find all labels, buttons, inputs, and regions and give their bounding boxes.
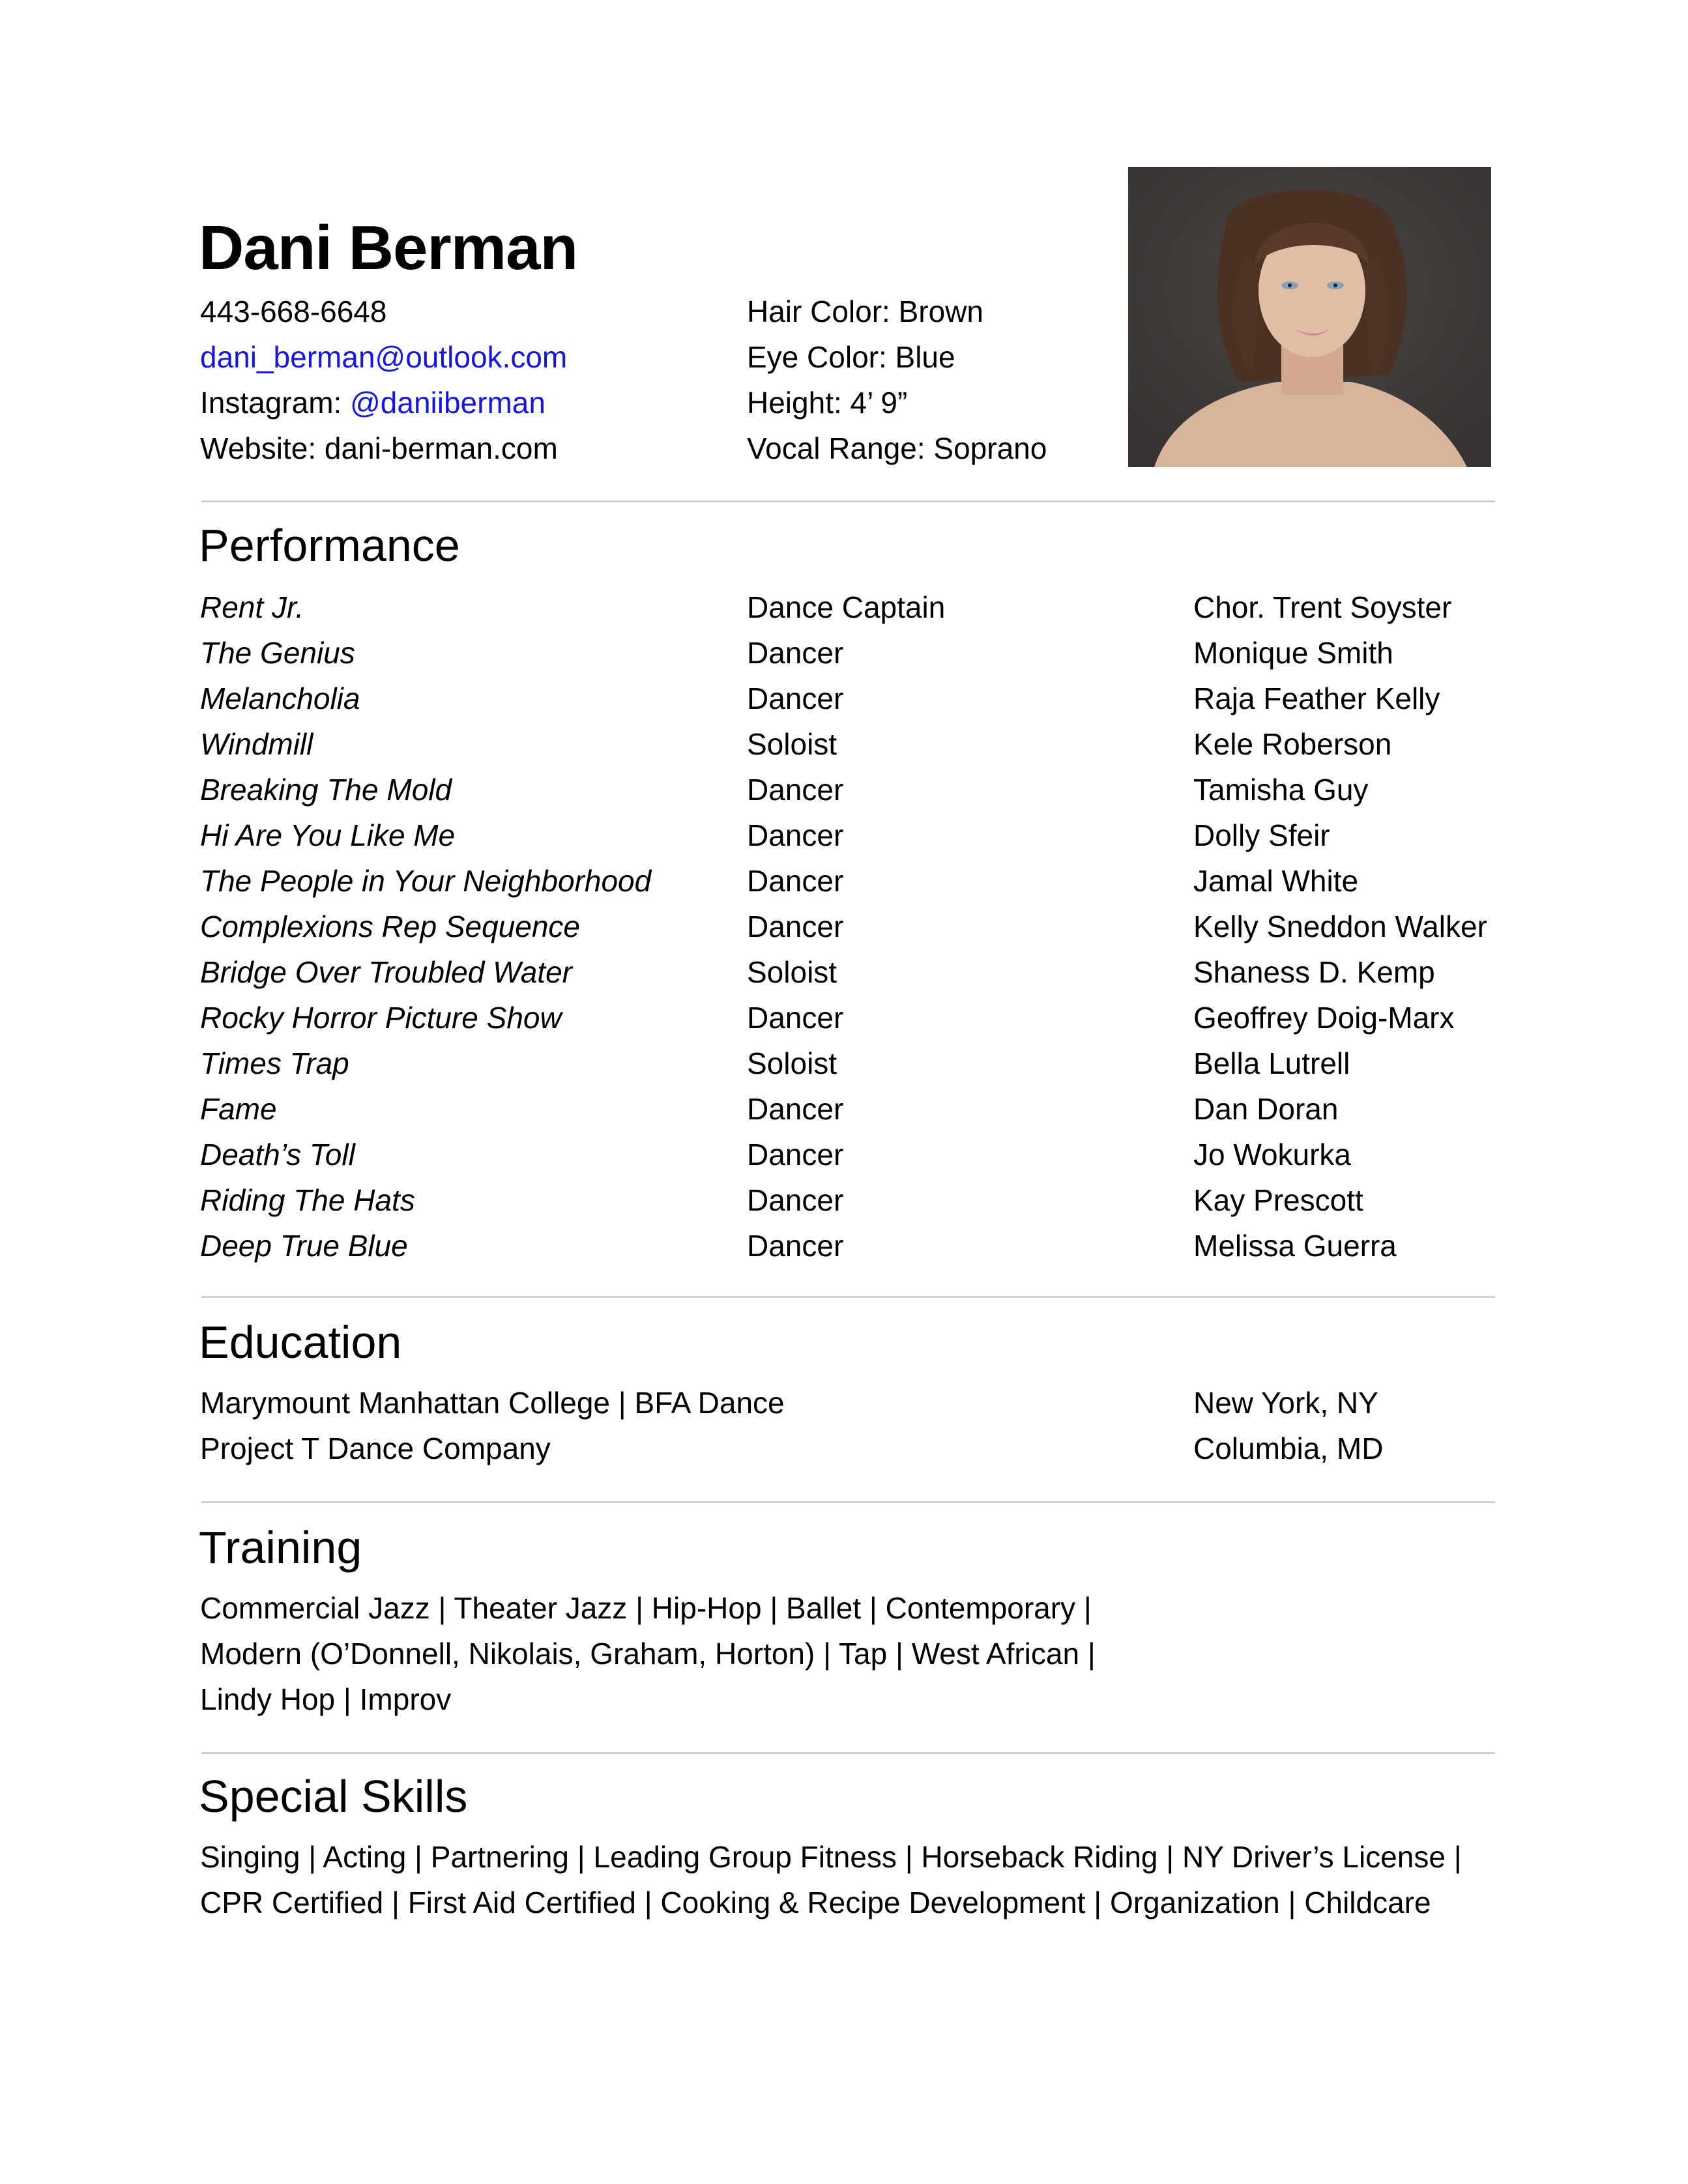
performance-director: Tamisha Guy [1193, 773, 1369, 807]
performance-director: Kelly Sneddon Walker [1193, 910, 1487, 943]
eye-color: Eye Color: Blue [747, 340, 955, 374]
performance-show: The Genius [200, 636, 355, 670]
performance-director: Dolly Sfeir [1193, 818, 1330, 852]
performance-director: Dan Doran [1193, 1092, 1339, 1126]
performance-show: Deep True Blue [200, 1229, 408, 1263]
performance-shows-column [200, 584, 651, 1269]
performance-director: Kay Prescott [1193, 1183, 1363, 1217]
headshot-image-icon [1128, 167, 1491, 467]
vocal-range: Vocal Range: Soprano [747, 431, 1047, 465]
performance-show: Riding The Hats [200, 1183, 415, 1217]
instagram-link[interactable]: @daniiberman [350, 386, 546, 420]
performance-director: Shaness D. Kemp [1193, 955, 1435, 989]
performance-show: The People in Your Neighborhood [200, 864, 652, 898]
education-location: Columbia, MD [1193, 1431, 1384, 1465]
performance-role: Dancer [747, 910, 844, 943]
performance-role: Dancer [747, 1001, 844, 1035]
performance-show: Times Trap [200, 1046, 349, 1080]
section-title-education: Education [199, 1317, 402, 1368]
performance-role: Dancer [747, 1092, 844, 1126]
performance-role: Soloist [747, 1046, 837, 1080]
training-line: Modern (O’Donnell, Nikolais, Graham, Horton) | Tap | West African | [200, 1637, 1096, 1671]
section-divider [201, 1752, 1495, 1754]
special-skills-line: CPR Certified | First Aid Certified | Cooking & Recipe Development | Organization | Childcare [200, 1886, 1431, 1919]
stats-block [747, 289, 1047, 471]
performance-show: Death’s Toll [200, 1138, 355, 1171]
performance-role: Dancer [747, 864, 844, 898]
performance-show: Complexions Rep Sequence [200, 910, 581, 943]
performance-role: Soloist [747, 955, 837, 989]
hair-color: Hair Color: Brown [747, 295, 983, 328]
performance-director: Jo Wokurka [1193, 1138, 1352, 1171]
education-locations-column [1193, 1380, 1383, 1471]
performance-role: Dancer [747, 773, 844, 807]
performance-director: Raja Feather Kelly [1193, 682, 1440, 715]
performance-director: Jamal White [1193, 864, 1359, 898]
performance-role: Dancer [747, 682, 844, 715]
education-school: Marymount Manhattan College | BFA Dance [200, 1386, 785, 1420]
training-list [200, 1585, 1096, 1722]
education-school: Project T Dance Company [200, 1431, 551, 1465]
performance-director: Chor. Trent Soyster [1193, 590, 1452, 624]
performance-role: Soloist [747, 727, 837, 761]
performance-show: Melancholia [200, 682, 360, 715]
website-line: Website: dani-berman.com [200, 431, 558, 465]
phone-number: 443-668-6648 [200, 295, 387, 328]
contact-block [200, 289, 567, 471]
performance-director: Kele Roberson [1193, 727, 1392, 761]
headshot-photo [1128, 167, 1491, 467]
performance-show: Rocky Horror Picture Show [200, 1001, 562, 1035]
performance-show: Rent Jr. [200, 590, 304, 624]
performance-director: Geoffrey Doig-Marx [1193, 1001, 1455, 1035]
performance-role: Dance Captain [747, 590, 946, 624]
instagram-label: Instagram: [200, 386, 351, 420]
performance-role: Dancer [747, 1138, 844, 1171]
email-link[interactable]: dani_berman@outlook.com [200, 340, 568, 374]
performance-directors-column [1193, 584, 1487, 1269]
performance-role: Dancer [747, 818, 844, 852]
section-divider [201, 1296, 1495, 1298]
performance-show: Bridge Over Troubled Water [200, 955, 572, 989]
education-location: New York, NY [1193, 1386, 1378, 1420]
section-divider [201, 1501, 1495, 1503]
height: Height: 4’ 9” [747, 386, 908, 420]
training-line: Lindy Hop | Improv [200, 1682, 452, 1716]
education-schools-column [200, 1380, 785, 1471]
performance-director: Melissa Guerra [1193, 1229, 1397, 1263]
section-divider [201, 500, 1495, 502]
performance-roles-column [747, 584, 945, 1269]
performance-director: Bella Lutrell [1193, 1046, 1350, 1080]
performance-show: Breaking The Mold [200, 773, 452, 807]
instagram-line [200, 380, 567, 425]
performance-show: Windmill [200, 727, 313, 761]
performance-show: Hi Are You Like Me [200, 818, 456, 852]
performance-director: Monique Smith [1193, 636, 1393, 670]
performance-role: Dancer [747, 1183, 844, 1217]
training-line: Commercial Jazz | Theater Jazz | Hip-Hop | Ballet | Contemporary | [200, 1591, 1092, 1625]
section-title-special-skills: Special Skills [199, 1771, 468, 1822]
performance-role: Dancer [747, 636, 844, 670]
special-skills-line: Singing | Acting | Partnering | Leading Group Fitness | Horseback Riding | NY Driver’s License | [200, 1840, 1462, 1874]
performance-show: Fame [200, 1092, 277, 1126]
section-title-training: Training [199, 1522, 362, 1573]
special-skills-list [200, 1834, 1462, 1925]
candidate-name: Dani Berman [199, 213, 578, 283]
section-title-performance: Performance [199, 520, 460, 571]
performance-role: Dancer [747, 1229, 844, 1263]
